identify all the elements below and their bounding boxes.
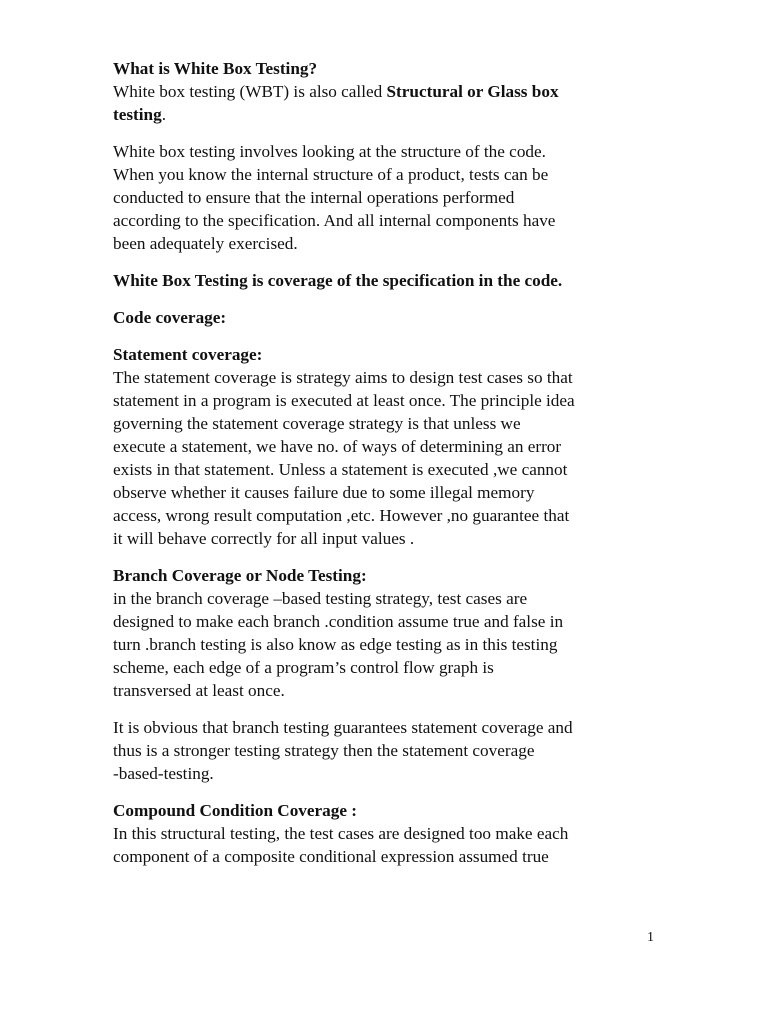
paragraph-structure [113,140,653,255]
text-line: transversed at least once. [113,681,285,700]
text-line: component of a composite conditional expression assumed true [113,847,549,866]
compound-condition-section [113,799,653,868]
page-number: 1 [647,930,654,945]
text-line: White box testing involves looking at the structure of the code. [113,142,546,161]
text-line: The statement coverage is strategy aims to design test cases so that [113,368,573,387]
doc-title: What is White Box Testing? [113,59,318,78]
text-line: -based-testing. [113,764,214,783]
document-page [113,57,653,868]
section-heading: Statement coverage: [113,345,263,364]
text-line: designed to make each branch .condition assume true and false in [113,612,564,631]
text-line: In this structural testing, the test cases are designed too make each [113,824,569,843]
text-line: statement in a program is executed at least once. The principle idea [113,391,575,410]
branch-guarantee-paragraph [113,716,653,785]
intro-line-1: White box testing (WBT) is also called Structural or Glass box [113,82,559,101]
text-line: thus is a stronger testing strategy then the statement coverage [113,741,535,760]
text-line: governing the statement coverage strategy is that unless we [113,414,521,433]
intro-paragraph [113,80,653,126]
text-line: execute a statement, we have no. of ways of determining an error [113,437,562,456]
section-heading: Branch Coverage or Node Testing: [113,566,367,585]
text-line: in the branch coverage –based testing strategy, test cases are [113,589,528,608]
text-line: It is obvious that branch testing guarantees statement coverage and [113,718,573,737]
text-line: access, wrong result computation ,etc. However ,no guarantee that [113,506,570,525]
text-line: When you know the internal structure of a product, tests can be [113,165,549,184]
section-heading: Compound Condition Coverage : [113,801,357,820]
intro-line-2: testing. [113,105,166,124]
text-line: conducted to ensure that the internal operations performed [113,188,515,207]
text-line: been adequately exercised. [113,234,298,253]
text-line: exists in that statement. Unless a statement is executed ,we cannot [113,460,568,479]
coverage-heading: White Box Testing is coverage of the specification in the code. [113,271,563,290]
text-line: turn .branch testing is also know as edge testing as in this testing [113,635,558,654]
text-line: it will behave correctly for all input values . [113,529,415,548]
branch-coverage-section [113,564,653,702]
text-line: observe whether it causes failure due to some illegal memory [113,483,535,502]
statement-coverage-section [113,343,653,550]
code-coverage-heading: Code coverage: [113,308,227,327]
text-line: according to the specification. And all internal components have [113,211,556,230]
text-line: scheme, each edge of a program’s control flow graph is [113,658,494,677]
